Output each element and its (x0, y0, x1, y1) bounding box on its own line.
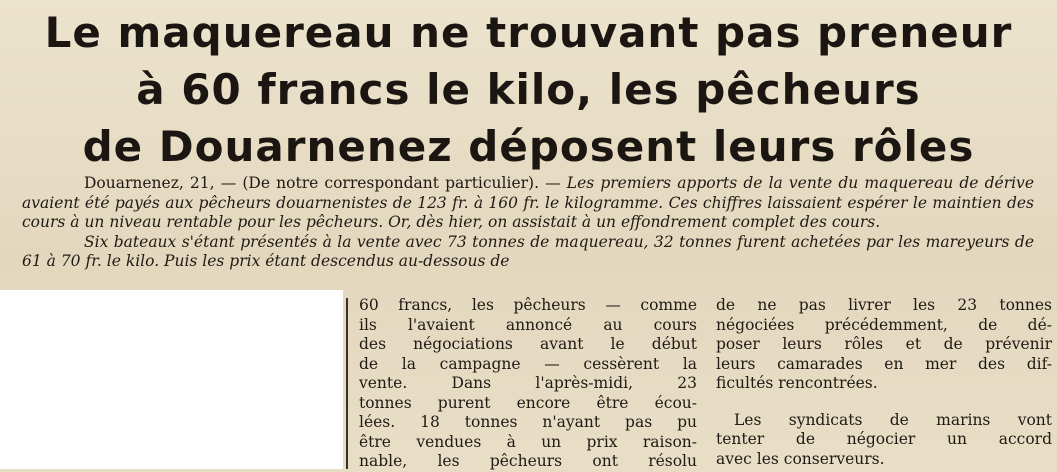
column-line: nable, les pêcheurs ont résolu (359, 452, 697, 470)
column-line: de ne pas livrer les 23 tonnes (716, 296, 1052, 314)
headline-line-1: Le maquereau ne trouvant pas preneur (44, 8, 1013, 57)
article-column-left (359, 296, 697, 472)
paragraph-gap (716, 394, 1052, 411)
column-line: de la campagne — cessèrent la (359, 354, 697, 373)
column-line: lées. 18 tonnes n'ayant pas pu (359, 413, 697, 431)
column-line: des négociations avant le début (359, 335, 697, 353)
column-line: être vendues à un prix raison- (359, 432, 697, 451)
column-line: avec les conserveurs. (716, 449, 885, 468)
column-line: poser leurs rôles et de prévenir (716, 335, 1052, 353)
column-line: ficultés rencontrées. (716, 374, 878, 392)
blank-area (0, 290, 343, 469)
column-line: vente. Dans l'après-midi, 23 (359, 374, 697, 392)
column-line: 60 francs, les pêcheurs — comme (359, 296, 697, 314)
dateline: Douarnenez, 21, — (De notre correspondant particulier). — (84, 174, 561, 192)
article-headline (0, 4, 1057, 175)
column-line: leurs camarades en mer des dif- (716, 354, 1052, 373)
column-rule (346, 298, 348, 469)
column-line: Les syndicats de marins vont (734, 410, 1052, 429)
lede-paragraph-2 (22, 233, 1034, 272)
lede-text-1: Les premiers apports de la vente du maquereau de dérive avaient été payés aux pêcheurs douarnenistes de 123 fr. à 160 fr. le kilogramme. Ces chiffres laissaient espérer le maintien des cours à un niveau rentable pour les pêcheurs. Or, dès hier, on assistait à un effondrement complet des cours. (22, 174, 1034, 231)
column-line: tonnes purent encore être écou- (359, 393, 697, 412)
article-lede (22, 174, 1034, 272)
headline-line-3: de Douarnenez déposent leurs rôles (82, 122, 975, 171)
column-line: négociées précédemment, de dé- (716, 315, 1052, 334)
lede-paragraph-1 (22, 174, 1034, 233)
article-column-right (716, 296, 1052, 469)
column-line: ils l'avaient annoncé au cours (359, 315, 697, 334)
column-line: tenter de négocier un accord (716, 430, 1052, 448)
lede-text-2: Six bateaux s'étant présentés à la vente avec 73 tonnes de maquereau, 32 tonnes furent achetées par les mareyeurs de 61 à 70 fr. le kilo. Puis les prix étant descendus au-dessous de (22, 232, 1034, 270)
headline-line-2: à 60 francs le kilo, les pêcheurs (136, 65, 921, 114)
